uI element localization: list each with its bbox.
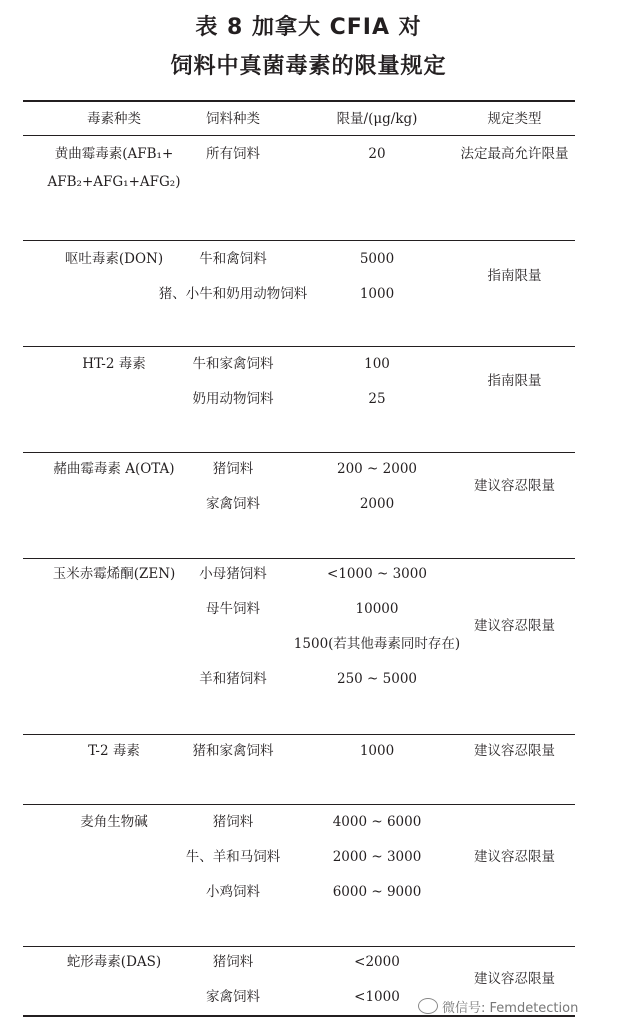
limit-value: <1000 bbox=[354, 989, 400, 1005]
row-separator bbox=[23, 804, 575, 805]
toxin-name: 玉米赤霉烯酮(ZEN) bbox=[52, 566, 176, 582]
row-separator bbox=[23, 734, 575, 735]
regulation-type: 建议容忍限量 bbox=[474, 743, 555, 759]
row-separator bbox=[23, 558, 575, 559]
feed-type: 猪饲料 bbox=[212, 954, 254, 970]
table-title-line1: 表 8 加拿大 CFIA 对 bbox=[195, 15, 422, 40]
row-separator bbox=[23, 452, 575, 453]
limit-value: 10000 bbox=[355, 601, 399, 617]
feed-type: 奶用动物饲料 bbox=[192, 391, 274, 407]
limit-value: <1000 ~ 3000 bbox=[327, 566, 427, 582]
regulation-type: 指南限量 bbox=[487, 268, 542, 284]
feed-type: 所有饲料 bbox=[206, 146, 260, 162]
limit-value: 200 ~ 2000 bbox=[336, 461, 418, 477]
header-rule bbox=[23, 135, 575, 136]
limit-value: 20 bbox=[368, 146, 386, 162]
toxin-name: HT-2 毒素 bbox=[82, 356, 146, 372]
feed-type: 猪、小牛和奶用动物饲料 bbox=[158, 286, 308, 302]
limit-value: 2000 bbox=[359, 496, 395, 512]
header-toxin: 毒素种类 bbox=[87, 111, 141, 127]
feed-type: 牛、羊和马饲料 bbox=[185, 849, 281, 865]
feed-type: 家禽饲料 bbox=[206, 496, 260, 512]
limit-value: 1500(若其他毒素同时存在) bbox=[293, 636, 461, 652]
toxin-name: T-2 毒素 bbox=[88, 743, 140, 759]
wechat-icon bbox=[418, 998, 438, 1014]
toxin-name: 赭曲霉毒素 A(OTA) bbox=[53, 461, 175, 477]
regulation-type: 建议容忍限量 bbox=[474, 849, 555, 865]
header-feed: 饲料种类 bbox=[206, 111, 260, 127]
feed-type: 猪和家禽饲料 bbox=[192, 743, 274, 759]
regulation-type: 指南限量 bbox=[487, 373, 542, 389]
regulation-type: 法定最高允许限量 bbox=[460, 146, 569, 162]
limit-value: 6000 ~ 9000 bbox=[332, 884, 422, 900]
header-type: 规定类型 bbox=[487, 111, 542, 127]
feed-type: 羊和猪饲料 bbox=[199, 671, 267, 687]
regulation-type: 建议容忍限量 bbox=[474, 478, 555, 494]
table-top-rule bbox=[23, 100, 575, 102]
table-title-line2: 饲料中真菌毒素的限量规定 bbox=[170, 54, 447, 79]
feed-type: 小鸡饲料 bbox=[206, 884, 260, 900]
limit-value: 5000 bbox=[359, 251, 395, 267]
row-separator bbox=[23, 946, 575, 947]
feed-type: 家禽饲料 bbox=[206, 989, 260, 1005]
watermark bbox=[418, 997, 578, 1016]
toxin-name: 黄曲霉毒素(AFB₁+ bbox=[54, 146, 174, 162]
feed-type: 牛和家禽饲料 bbox=[192, 356, 274, 372]
row-separator bbox=[23, 240, 575, 241]
regulation-type: 建议容忍限量 bbox=[474, 971, 555, 987]
header-limit: 限量/(μg/kg) bbox=[336, 111, 418, 127]
toxin-name: 麦角生物碱 bbox=[80, 814, 148, 830]
toxin-name: AFB₂+AFG₁+AFG₂) bbox=[47, 174, 181, 190]
watermark-text: 微信号: Femdetection bbox=[442, 1001, 579, 1016]
limit-value: 25 bbox=[368, 391, 386, 407]
feed-type: 小母猪饲料 bbox=[199, 566, 267, 582]
toxin-name: 呕吐毒素(DON) bbox=[64, 251, 164, 267]
feed-type: 牛和禽饲料 bbox=[199, 251, 267, 267]
regulation-type: 建议容忍限量 bbox=[474, 618, 555, 634]
limit-value: 1000 bbox=[359, 286, 395, 302]
toxin-name: 蛇形毒素(DAS) bbox=[66, 954, 162, 970]
feed-type: 母牛饲料 bbox=[206, 601, 260, 617]
limit-value: <2000 bbox=[354, 954, 400, 970]
limit-value: 4000 ~ 6000 bbox=[332, 814, 422, 830]
limit-value: 100 bbox=[364, 356, 390, 372]
row-separator bbox=[23, 346, 575, 347]
feed-type: 猪饲料 bbox=[212, 814, 254, 830]
limit-value: 2000 ~ 3000 bbox=[332, 849, 422, 865]
limit-value: 1000 bbox=[359, 743, 395, 759]
limit-value: 250 ~ 5000 bbox=[336, 671, 418, 687]
feed-type: 猪饲料 bbox=[212, 461, 254, 477]
